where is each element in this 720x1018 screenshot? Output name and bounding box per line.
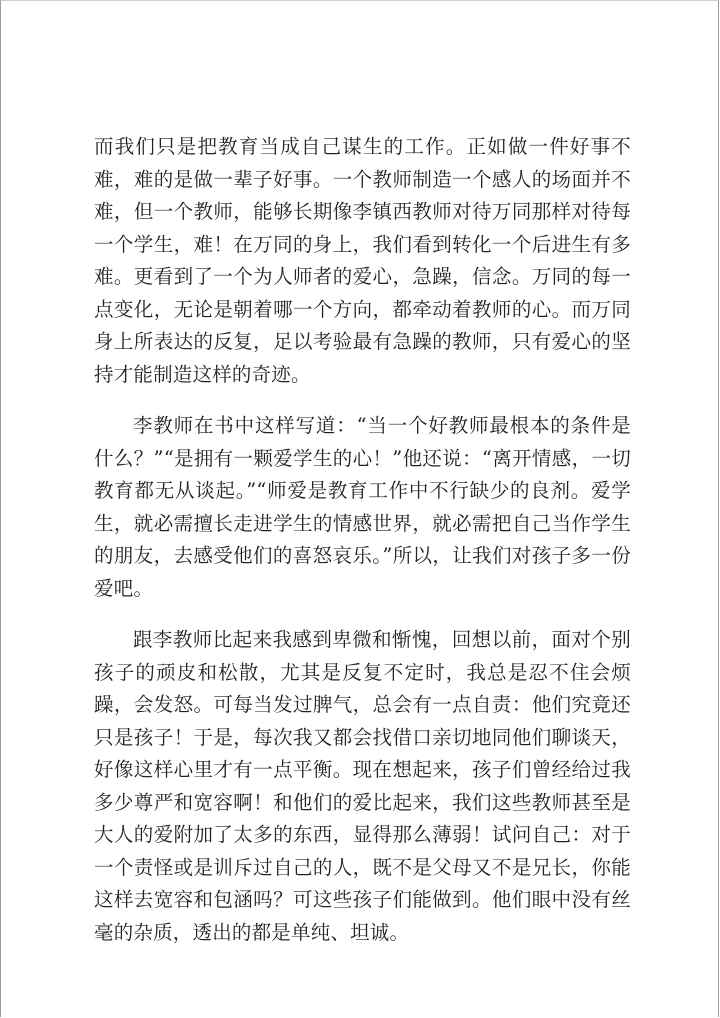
- paragraph-1: 而我们只是把教育当成自己谋生的工作。正如做一件好事不难，难的是做一辈子好事。一个教师制造一个感人的场面并不难，但一个教师，能够长期像李镇西教师对待万同那样对待每一个学生，难！在万同的身上，我们看到转化一个后进生有多难。更看到了一个为人师者的爱心，急躁，信念。万同的每一点变化，无论是朝着哪一个方向，都牵动着教师的心。而万同身上所表达的反复，足以考验最有急躁的教师，只有爱心的坚持才能制造这样的奇迹。: [94, 135, 631, 386]
- document-body: [94, 131, 631, 949]
- paragraph-3: 跟李教师比起来我感到卑微和惭愧，回想以前，面对个别孩子的顽皮和松散，尤其是反复不定时，我总是忍不住会烦躁，会发怒。可每当发过脾气，总会有一点自责：他们究竟还只是孩子！于是，每次我又都会找借口亲切地同他们聊谈天，好像这样心里才有一点平衡。现在想起来，孩子们曾经给过我多少尊严和宽容啊！和他们的爱比起来，我们这些教师甚至是大人的爱附加了太多的东西，显得那么薄弱！试问自己：对于一个责怪或是训斥过自己的人，既不是父母又不是兄长，你能这样去宽容和包涵吗？可这些孩子们能做到。他们眼中没有丝毫的杂质，透出的都是单纯、坦诚。: [94, 628, 631, 944]
- paragraph-2: 李教师在书中这样写道：“当一个好教师最根本的条件是什么？”“是拥有一颗爱学生的心！”他还说：“离开情感，一切教育都无从谈起。”“师爱是教育工作中不行缺少的良剂。爱学生，就必需擅长走进学生的情感世界，就必需把自己当作学生的朋友，去感受他们的喜怒哀乐。”所以，让我们对孩子多一份爱吧。: [94, 414, 631, 600]
